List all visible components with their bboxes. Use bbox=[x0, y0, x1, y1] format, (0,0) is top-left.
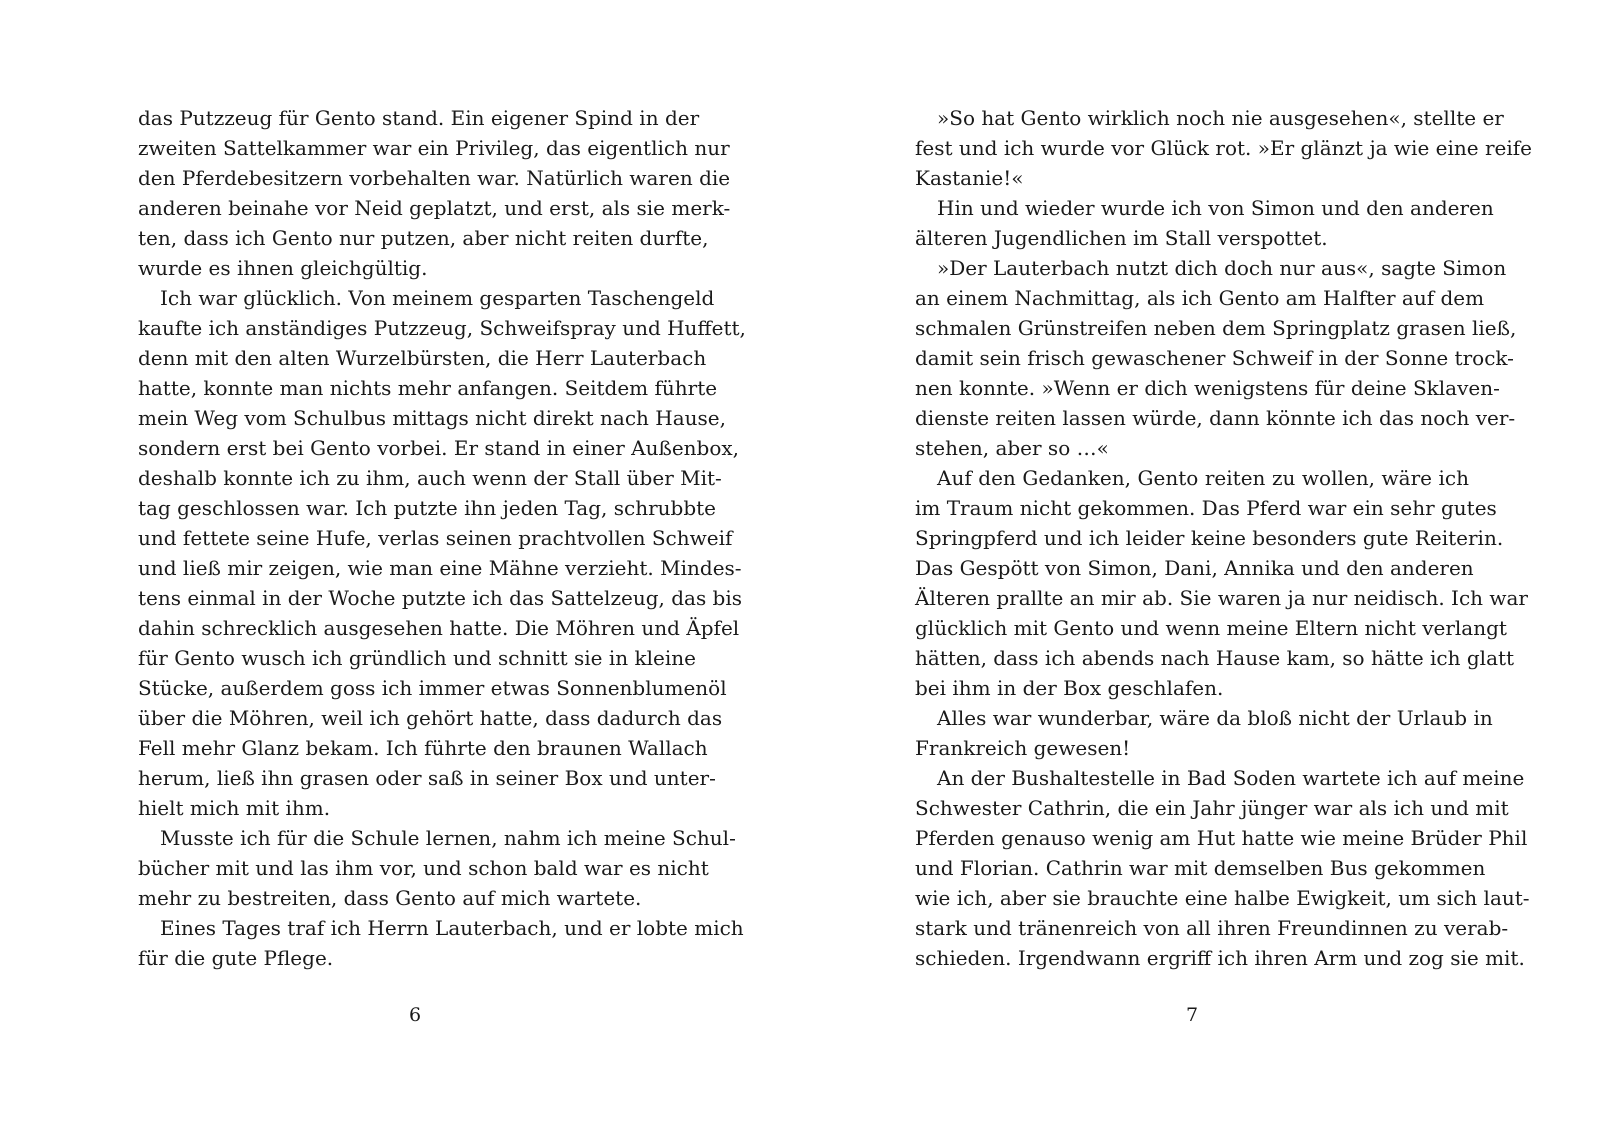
text-line: glücklich mit Gento und wenn meine Eltern nicht verlangt bbox=[915, 616, 1507, 640]
page-number-left: 6 bbox=[408, 1004, 422, 1026]
text-line: Ich war glücklich. Von meinem gesparten Taschengeld bbox=[160, 286, 715, 310]
text-line: wie ich, aber sie brauchte eine halbe Ewigkeit, um sich laut- bbox=[915, 886, 1530, 910]
text-line: Musste ich für die Schule lernen, nahm ich meine Schul- bbox=[160, 826, 736, 850]
text-line: Pferden genauso wenig am Hut hatte wie meine Brüder Phil bbox=[915, 826, 1528, 850]
text-line: mehr zu bestreiten, dass Gento auf mich wartete. bbox=[138, 886, 642, 910]
text-line: älteren Jugendlichen im Stall verspottet. bbox=[915, 226, 1328, 250]
text-line: für die gute Pflege. bbox=[138, 946, 334, 970]
text-line: bücher mit und las ihm vor, und schon bald war es nicht bbox=[138, 856, 709, 880]
text-line: anderen beinahe vor Neid geplatzt, und erst, als sie merk- bbox=[138, 196, 731, 220]
text-line: für Gento wusch ich gründlich und schnitt sie in kleine bbox=[138, 646, 696, 670]
text-line: Auf den Gedanken, Gento reiten zu wollen, wäre ich bbox=[937, 466, 1469, 490]
text-line: Springpferd und ich leider keine besonders gute Reiterin. bbox=[915, 526, 1504, 550]
text-line: den Pferdebesitzern vorbehalten war. Natürlich waren die bbox=[138, 166, 731, 190]
text-line: deshalb konnte ich zu ihm, auch wenn der Stall über Mit- bbox=[138, 466, 722, 490]
text-line: Stücke, außerdem goss ich immer etwas Sonnenblumenöl bbox=[138, 676, 727, 700]
text-line: Frankreich gewesen! bbox=[915, 736, 1131, 760]
text-line: hätten, dass ich abends nach Hause kam, so hätte ich glatt bbox=[915, 646, 1515, 670]
text-line: Hin und wieder wurde ich von Simon und den anderen bbox=[937, 196, 1494, 220]
text-line: und Florian. Cathrin war mit demselben Bus gekommen bbox=[915, 856, 1486, 880]
text-line: An der Bushaltestelle in Bad Soden wartete ich auf meine bbox=[937, 766, 1525, 790]
text-line: über die Möhren, weil ich gehört hatte, dass dadurch das bbox=[138, 706, 723, 730]
text-line: mein Weg vom Schulbus mittags nicht direkt nach Hause, bbox=[138, 406, 726, 430]
text-line: und fettete seine Hufe, verlas seinen prachtvollen Schweif bbox=[138, 526, 733, 550]
text-line: schmalen Grünstreifen neben dem Springplatz grasen ließ, bbox=[915, 316, 1517, 340]
text-line: hielt mich mit ihm. bbox=[138, 796, 331, 820]
text-line: Kastanie!« bbox=[915, 166, 1024, 190]
text-line: dahin schrecklich ausgesehen hatte. Die Möhren und Äpfel bbox=[138, 616, 740, 640]
text-line: stehen, aber so …« bbox=[915, 436, 1109, 460]
right-page-text bbox=[915, 103, 1532, 973]
text-line: Alles war wunderbar, wäre da bloß nicht der Urlaub in bbox=[937, 706, 1493, 730]
text-line: Eines Tages traf ich Herrn Lauterbach, und er lobte mich bbox=[160, 916, 744, 940]
text-line: und ließ mir zeigen, wie man eine Mähne verzieht. Mindes- bbox=[138, 556, 742, 580]
text-line: im Traum nicht gekommen. Das Pferd war ein sehr gutes bbox=[915, 496, 1497, 520]
text-line: an einem Nachmittag, als ich Gento am Halfter auf dem bbox=[915, 286, 1485, 310]
text-line: herum, ließ ihn grasen oder saß in seiner Box und unter- bbox=[138, 766, 716, 790]
text-line: fest und ich wurde vor Glück rot. »Er glänzt ja wie eine reife bbox=[915, 136, 1532, 160]
text-line: »So hat Gento wirklich noch nie ausgesehen«, stellte er bbox=[937, 106, 1504, 130]
text-line: damit sein frisch gewaschener Schweif in der Sonne trock- bbox=[915, 346, 1514, 370]
text-line: schieden. Irgendwann ergriff ich ihren Arm und zog sie mit. bbox=[915, 946, 1525, 970]
text-line: nen konnte. »Wenn er dich wenigstens für deine Sklaven- bbox=[915, 376, 1500, 400]
text-line: Das Gespött von Simon, Dani, Annika und den anderen bbox=[915, 556, 1474, 580]
text-line: tens einmal in der Woche putzte ich das Sattelzeug, das bis bbox=[138, 586, 743, 610]
page-number-right: 7 bbox=[1185, 1004, 1199, 1026]
text-line: tag geschlossen war. Ich putzte ihn jeden Tag, schrubbte bbox=[138, 496, 717, 520]
text-line: wurde es ihnen gleichgültig. bbox=[138, 256, 428, 280]
text-line: kaufte ich anständiges Putzzeug, Schweifspray und Huffett, bbox=[138, 316, 746, 340]
text-line: ten, dass ich Gento nur putzen, aber nicht reiten durfte, bbox=[138, 226, 709, 250]
text-line: »Der Lauterbach nutzt dich doch nur aus«, sagte Simon bbox=[937, 256, 1507, 280]
text-line: sondern erst bei Gento vorbei. Er stand in einer Außenbox, bbox=[138, 436, 740, 460]
text-line: das Putzzeug für Gento stand. Ein eigener Spind in der bbox=[138, 106, 700, 130]
text-line: bei ihm in der Box geschlafen. bbox=[915, 676, 1224, 700]
text-line: Älteren prallte an mir ab. Sie waren ja nur neidisch. Ich war bbox=[915, 586, 1528, 610]
text-line: denn mit den alten Wurzelbürsten, die Herr Lauterbach bbox=[138, 346, 707, 370]
text-line: Schwester Cathrin, die ein Jahr jünger war als ich und mit bbox=[915, 796, 1509, 820]
text-line: dienste reiten lassen würde, dann könnte ich das noch ver- bbox=[915, 406, 1516, 430]
text-line: Fell mehr Glanz bekam. Ich führte den braunen Wallach bbox=[138, 736, 708, 760]
text-line: hatte, konnte man nichts mehr anfangen. Seitdem führte bbox=[138, 376, 718, 400]
text-line: stark und tränenreich von all ihren Freundinnen zu verab- bbox=[915, 916, 1509, 940]
left-page-text bbox=[138, 103, 746, 973]
text-line: zweiten Sattelkammer war ein Privileg, das eigentlich nur bbox=[138, 136, 730, 160]
